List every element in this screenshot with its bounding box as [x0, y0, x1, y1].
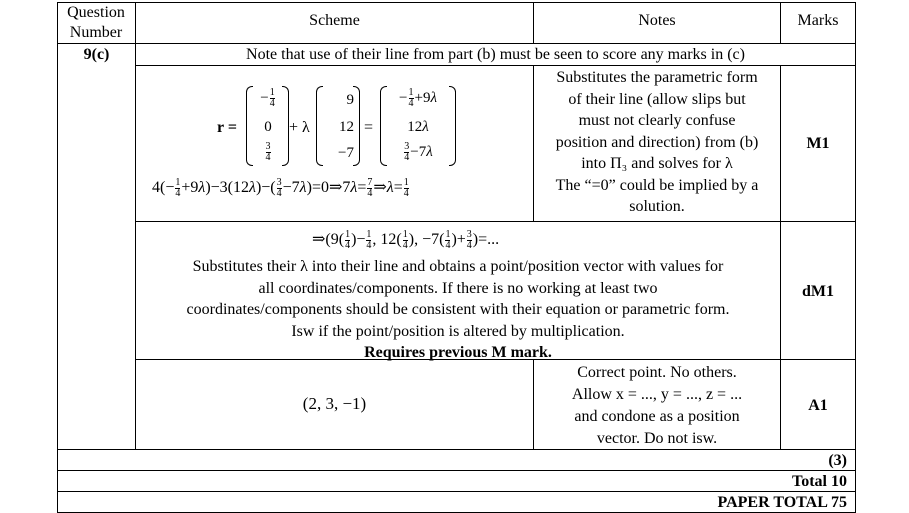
note-line: Correct point. No others.: [577, 364, 737, 381]
question-total: Total 10: [792, 473, 847, 490]
plus-lambda: + λ: [289, 119, 310, 136]
vector2-right-bracket: [353, 86, 360, 166]
vector3-entry: 12λ: [407, 119, 429, 135]
r-label: r =: [217, 119, 237, 136]
subtotal: (3): [828, 452, 847, 469]
row3-notes: [534, 362, 780, 450]
vector3-entry: − $\frac{1}{4}$ +9λ: [399, 87, 437, 109]
note-line: The “=0” could be implied by a: [555, 176, 759, 194]
note-line: vector. Do not isw.: [596, 430, 718, 447]
row1-mark: M1: [806, 135, 830, 152]
row2-mark: dM1: [802, 283, 834, 300]
vector1-entry: 0: [264, 119, 272, 135]
header-scheme: Scheme: [309, 12, 360, 29]
header-marks: Marks: [797, 12, 839, 29]
paper-total: PAPER TOTAL 75: [717, 494, 847, 511]
note-line: Isw if the point/position is altered by multiplication.: [291, 322, 625, 340]
lambda-equation: 4(− $\frac{1}{4}$ +9λ)−3(12λ)−( $\frac{3}{4}$ −7λ)=0⇒7λ= $\frac{7}{4}$ ⇒λ= $\frac{1}{4}$: [152, 176, 409, 199]
vector3-entry: $\frac{3}{4}$ −7λ: [404, 141, 433, 163]
substitution-equation: ⇒(9( $\frac{1}{4}$ )− $\frac{1}{4}$ , 12( $\frac{1}{4}$ ), −7( $\frac{1}{4}$ )+ $\frac{3}{4}$ )=...: [312, 228, 500, 251]
row3-mark: A1: [808, 397, 828, 414]
row2-notes: [136, 256, 780, 364]
final-answer: (2, 3, −1): [302, 394, 367, 413]
requires-previous-mark: Requires previous M mark.: [364, 344, 552, 361]
note-line: must not clearly confuse: [578, 112, 736, 129]
vector2-entry: 9: [346, 92, 354, 108]
note-line: of their line (allow slips but: [568, 90, 746, 108]
note-line: Substitutes the parametric form: [556, 69, 758, 86]
note-line: position and direction) from (b): [555, 133, 759, 151]
equals-sign: =: [364, 119, 374, 136]
note-line: Substitutes their λ into their line and obtains a point/position vector with values for: [192, 258, 724, 275]
note-line: Allow x = ..., y = ..., z = ...: [571, 386, 743, 403]
question-number: 9(c): [83, 46, 110, 63]
note-line: into Π₃ and solves for λ: [581, 155, 733, 172]
header-notes: Notes: [638, 12, 676, 29]
vector2-entry: 12: [339, 119, 354, 135]
vector1-entry: $\frac{3}{4}$: [265, 141, 271, 163]
note-line: solution.: [629, 198, 685, 215]
vector1-entry: − $\frac{1}{4}$: [260, 87, 275, 109]
note-line: coordinates/components should be consistent with their equation or parametric form.: [186, 301, 730, 318]
note-line: and condone as a position: [574, 408, 740, 425]
header-question-number: Question Number: [67, 4, 125, 41]
intro-note: Note that use of their line from part (b) must be seen to score any marks in (c): [246, 46, 745, 63]
vector2-entry: −7: [338, 145, 354, 161]
note-line: all coordinates/components. If there is no working at least two: [258, 279, 658, 297]
row1-notes: [534, 67, 780, 218]
